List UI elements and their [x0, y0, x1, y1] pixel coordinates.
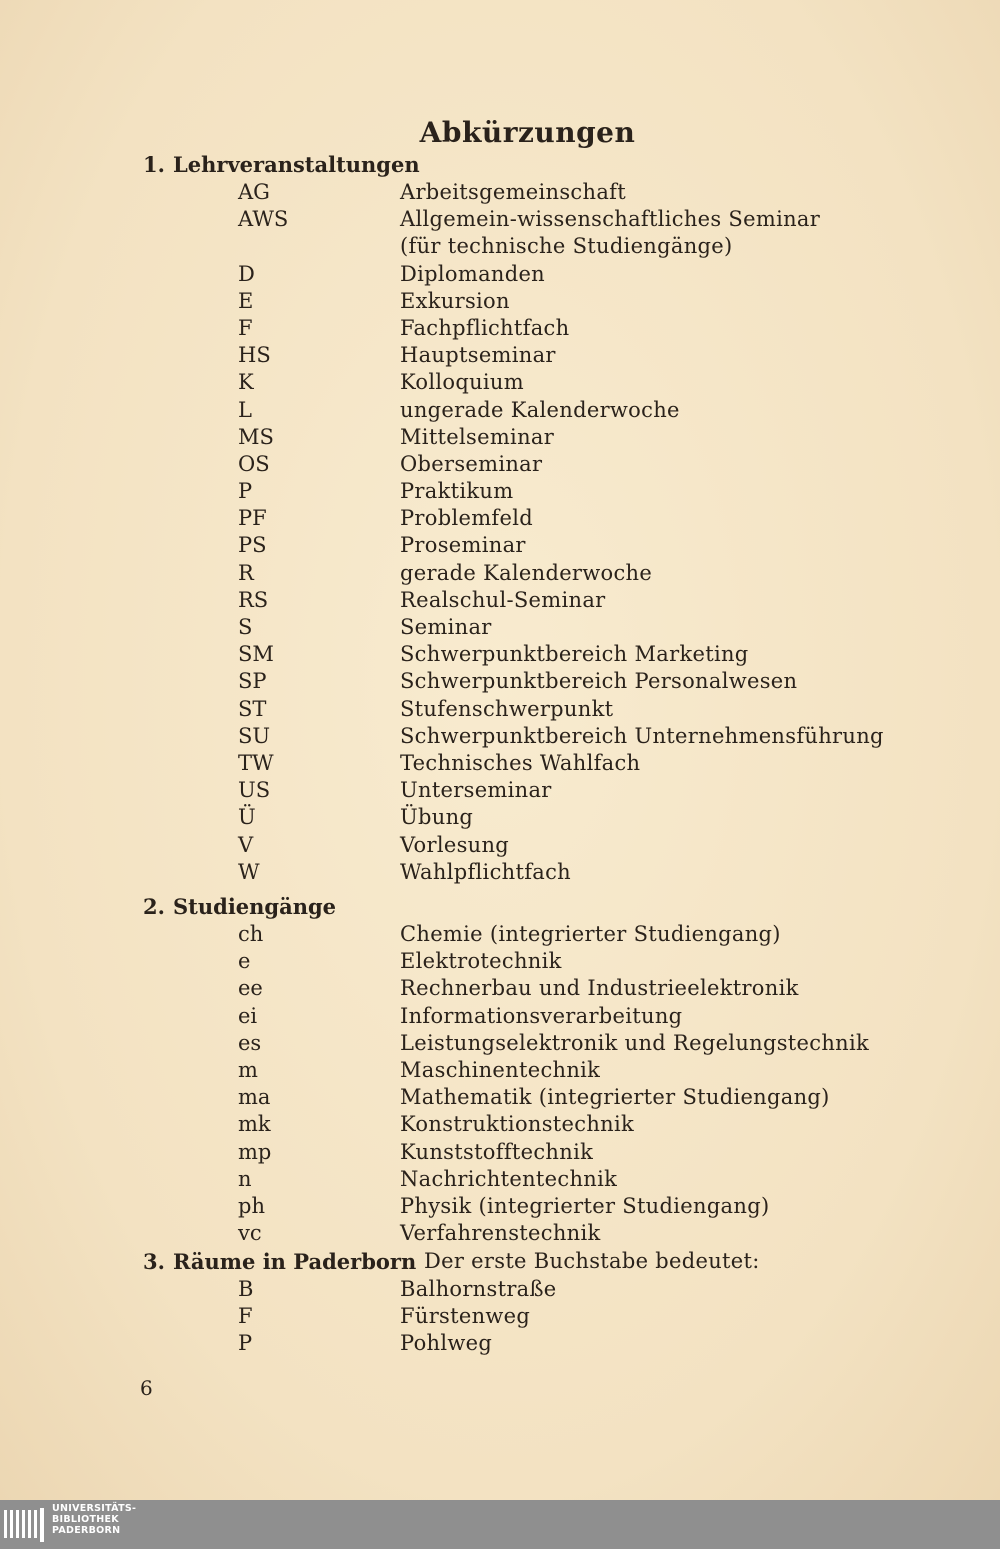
abbreviation-code: HS: [238, 343, 271, 368]
abbreviation-code: n: [238, 1166, 252, 1191]
abbreviation-row: [0, 369, 1000, 396]
abbreviation-meaning: Allgemein-wissenschaftliches Seminar: [400, 207, 821, 232]
abbreviation-meaning: Kunststofftechnik: [400, 1139, 594, 1164]
abbreviation-row: [0, 1220, 1000, 1247]
abbreviation-meaning: Proseminar: [400, 533, 526, 558]
abbreviation-row: [0, 1330, 1000, 1357]
abbreviation-meaning: Seminar: [400, 615, 492, 639]
abbreviation-row: [0, 1276, 1000, 1303]
abbreviation-code: US: [238, 778, 271, 803]
section-number: 1.: [143, 152, 165, 177]
abbreviation-code: P: [238, 1331, 253, 1356]
abbreviation-meaning: Hauptseminar: [400, 343, 556, 368]
abbreviation-row: [0, 921, 1000, 948]
abbreviation-meaning: Schwerpunktbereich Marketing: [400, 642, 749, 667]
section-number: 3.: [143, 1249, 165, 1274]
abbreviation-row: [0, 1030, 1000, 1057]
abbreviation-row: [0, 668, 1000, 695]
abbreviation-meaning: Exkursion: [400, 288, 510, 313]
abbreviation-code: D: [238, 261, 255, 286]
abbreviation-meaning: Pohlweg: [400, 1331, 493, 1356]
abbreviation-row: [0, 641, 1000, 668]
abbreviation-row: [0, 1003, 1000, 1030]
abbreviation-list-studiengaenge: [0, 921, 1000, 1247]
abbreviation-code: ei: [238, 1003, 258, 1028]
abbreviation-row: [0, 696, 1000, 723]
abbreviation-code: OS: [238, 451, 270, 476]
abbreviation-meaning: Übung: [400, 805, 474, 830]
abbreviation-meaning: ungerade Kalenderwoche: [400, 397, 680, 422]
abbreviation-code: es: [238, 1030, 262, 1055]
abbreviation-row: [0, 804, 1000, 831]
abbreviation-meaning: Kolloquium: [400, 370, 524, 395]
abbreviation-row: [0, 424, 1000, 451]
abbreviation-row: [0, 1193, 1000, 1220]
abbreviation-meaning: Problemfeld: [400, 506, 533, 531]
abbreviation-code: P: [238, 479, 253, 504]
abbreviation-code: F: [238, 315, 253, 340]
abbreviation-row: [0, 948, 1000, 975]
abbreviation-code: mp: [238, 1139, 272, 1164]
abbreviation-row: [0, 1166, 1000, 1193]
abbreviation-meaning: Konstruktionstechnik: [400, 1112, 635, 1137]
abbreviation-code: PF: [238, 506, 267, 531]
abbreviation-code: e: [238, 949, 251, 974]
abbreviation-meaning: Elektrotechnik: [400, 949, 562, 974]
abbreviation-row: [0, 832, 1000, 859]
abbreviation-meaning: Nachrichtentechnik: [400, 1166, 618, 1191]
abbreviation-row: [0, 1084, 1000, 1111]
page-title: Abkürzungen: [419, 116, 636, 149]
abbreviation-code: MS: [238, 424, 274, 449]
abbreviation-row: [0, 532, 1000, 559]
section-number: 2.: [143, 894, 165, 919]
abbreviation-meaning: Diplomanden: [400, 261, 546, 286]
abbreviation-meaning: Unterseminar: [400, 778, 552, 803]
section-title: Räume in Paderborn: [173, 1249, 417, 1274]
abbreviation-code: vc: [238, 1221, 262, 1246]
abbreviation-row: [0, 261, 1000, 288]
abbreviation-row: [0, 505, 1000, 532]
abbreviation-meaning: Vorlesung: [400, 832, 510, 857]
abbreviation-code: K: [238, 370, 254, 395]
page-number: 6: [140, 1376, 153, 1400]
abbreviation-code: SU: [238, 723, 271, 748]
abbreviation-code: R: [238, 560, 254, 585]
abbreviation-code: ST: [238, 696, 267, 721]
library-barcode-logo-icon: [4, 1504, 46, 1544]
abbreviation-code: B: [238, 1277, 254, 1301]
abbreviation-row: [0, 288, 1000, 315]
abbreviation-meaning: Schwerpunktbereich Personalwesen: [400, 669, 798, 694]
abbreviation-code: m: [238, 1057, 258, 1082]
abbreviation-row: [0, 478, 1000, 505]
abbreviation-code: ph: [238, 1193, 265, 1218]
abbreviation-row: [0, 342, 1000, 369]
abbreviation-meaning: Leistungselektronik und Regelungstechnik: [400, 1030, 870, 1055]
abbreviation-row: [0, 777, 1000, 804]
abbreviation-code: AWS: [238, 207, 289, 232]
abbreviation-row: [0, 1057, 1000, 1084]
abbreviation-meaning: Fürstenweg: [400, 1304, 531, 1329]
abbreviation-code: ma: [238, 1085, 271, 1110]
abbreviation-meaning: Praktikum: [400, 479, 514, 504]
abbreviation-code: L: [238, 397, 252, 422]
abbreviation-list-lehrveranstaltungen: [0, 179, 1000, 886]
abbreviation-row: [0, 233, 1000, 260]
section-note: Der erste Buchstabe bedeutet:: [424, 1249, 760, 1273]
abbreviation-code: AG: [238, 180, 270, 204]
abbreviation-meaning: Maschinentechnik: [400, 1057, 601, 1082]
abbreviation-row: [0, 614, 1000, 641]
abbreviation-code: RS: [238, 587, 269, 612]
abbreviation-row: [0, 750, 1000, 777]
section-title: Lehrveranstaltungen: [173, 152, 420, 177]
abbreviation-row: [0, 206, 1000, 233]
abbreviation-row: [0, 179, 1000, 206]
abbreviation-meaning: Arbeitsgemeinschaft: [400, 180, 626, 204]
abbreviation-code: F: [238, 1304, 253, 1329]
abbreviation-code: Ü: [238, 805, 256, 830]
abbreviation-row: [0, 397, 1000, 424]
abbreviation-code: TW: [238, 750, 274, 775]
abbreviation-row: [0, 315, 1000, 342]
abbreviation-row: [0, 587, 1000, 614]
library-footer-bar: [0, 1500, 1000, 1549]
abbreviation-meaning: gerade Kalenderwoche: [400, 560, 653, 585]
abbreviation-meaning: Fachpflichtfach: [400, 315, 570, 340]
abbreviation-row: [0, 723, 1000, 750]
abbreviation-row: [0, 451, 1000, 478]
abbreviation-row: [0, 859, 1000, 886]
abbreviation-meaning: (für technische Studiengänge): [400, 234, 733, 259]
abbreviation-meaning: Schwerpunktbereich Unternehmensführung: [400, 723, 884, 748]
abbreviation-code: ee: [238, 976, 263, 1001]
section-heading-raeume: [143, 1249, 416, 1274]
abbreviation-meaning: Mittelseminar: [400, 424, 555, 449]
abbreviation-code: SM: [238, 642, 274, 667]
abbreviation-meaning: Informationsverarbeitung: [400, 1003, 683, 1028]
logo-line: PADERBORN: [52, 1525, 121, 1536]
abbreviation-code: W: [238, 859, 260, 884]
abbreviation-meaning: Chemie (integrierter Studiengang): [400, 922, 781, 946]
abbreviation-code: E: [238, 288, 254, 313]
abbreviation-code: mk: [238, 1112, 271, 1137]
abbreviation-row: [0, 975, 1000, 1002]
abbreviation-row: [0, 1303, 1000, 1330]
abbreviation-meaning: Oberseminar: [400, 451, 543, 476]
abbreviation-meaning: Realschul-Seminar: [400, 587, 606, 612]
abbreviation-meaning: Technisches Wahlfach: [400, 750, 641, 775]
abbreviation-meaning: Balhornstraße: [400, 1277, 557, 1301]
abbreviation-row: [0, 1111, 1000, 1138]
logo-line: UNIVERSITÄTS-: [52, 1503, 137, 1514]
abbreviation-row: [0, 560, 1000, 587]
section-heading-lehrveranstaltungen: [143, 152, 420, 177]
abbreviation-code: SP: [238, 669, 267, 694]
abbreviation-meaning: Stufenschwerpunkt: [400, 696, 614, 721]
abbreviation-code: V: [238, 832, 254, 857]
abbreviation-meaning: Wahlpflichtfach: [400, 859, 571, 884]
section-title: Studiengänge: [173, 894, 337, 919]
abbreviation-meaning: Rechnerbau und Industrieelektronik: [400, 976, 799, 1001]
section-heading-studiengaenge: [143, 894, 336, 919]
abbreviation-row: [0, 1139, 1000, 1166]
logo-line: BIBLIOTHEK: [52, 1514, 119, 1525]
abbreviation-code: ch: [238, 922, 264, 946]
abbreviation-list-raeume: [0, 1276, 1000, 1358]
abbreviation-meaning: Mathematik (integrierter Studiengang): [400, 1085, 830, 1110]
abbreviation-code: S: [238, 615, 253, 639]
abbreviation-code: PS: [238, 533, 267, 558]
abbreviation-meaning: Verfahrenstechnik: [400, 1221, 601, 1246]
library-logo-text: [52, 1503, 136, 1536]
abbreviation-meaning: Physik (integrierter Studiengang): [400, 1193, 770, 1218]
